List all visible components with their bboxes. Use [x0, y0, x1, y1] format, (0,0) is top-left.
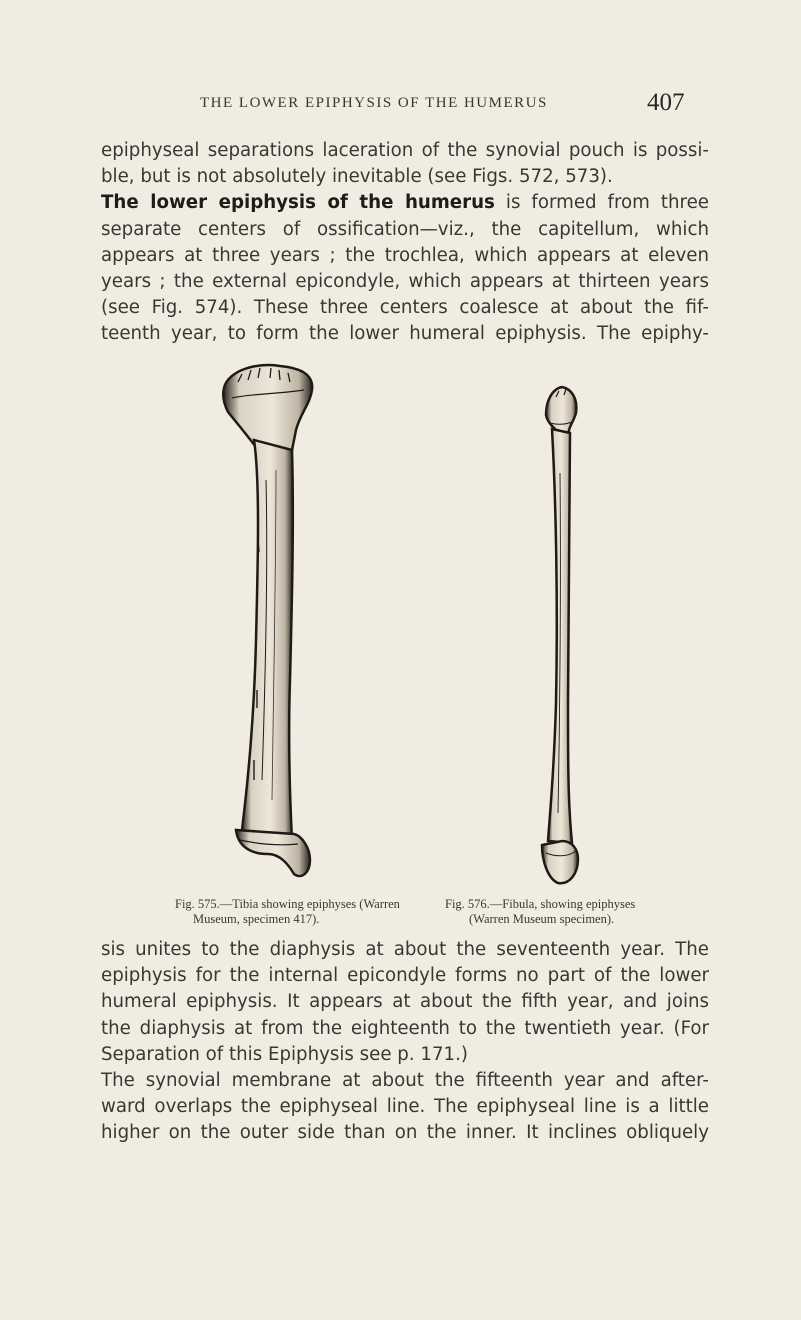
text-line: ble, but is not absolutely inevitable (see Figs. 572, 573). [101, 166, 613, 188]
caption-line: Fig. 575.—Tibia showing epiphyses (Warren [175, 897, 400, 911]
text-line: years ; the external epicondyle, which appears at thirteen years [101, 270, 709, 292]
running-title: THE LOWER EPIPHYSIS OF THE HUMERUS [200, 95, 548, 111]
fibula-illustration [528, 383, 594, 889]
page-number: 407 [647, 89, 685, 116]
text-line: humeral epiphysis. It appears at about the fifth year, and joins [101, 991, 709, 1013]
tibia-illustration [218, 360, 328, 892]
figure-575-caption [175, 897, 400, 927]
text-line: ward overlaps the epiphyseal line. The epiphyseal line is a little [101, 1096, 709, 1118]
figure-576-caption [445, 897, 635, 927]
text-line: (see Fig. 574). These three centers coalesce at about the fif- [101, 297, 709, 319]
section-lead-heading: The lower epiphysis of the humerus [101, 192, 495, 214]
text-line: The synovial membrane at about the fifteenth year and after- [101, 1069, 709, 1091]
text-fragment: is formed from three [494, 192, 709, 214]
caption-line: (Warren Museum specimen). [469, 912, 615, 926]
caption-line: Museum, specimen 417). [193, 912, 320, 926]
top-paragraph [101, 138, 709, 348]
text-line: the diaphysis at from the eighteenth to the twentieth year. (For [101, 1017, 709, 1039]
text-line: epiphyseal separations laceration of the synovial pouch is possi- [101, 140, 709, 161]
text-line: appears at three years ; the trochlea, which appears at eleven [101, 244, 709, 266]
text-line: separate centers of ossification—viz., the capitellum, which [101, 218, 709, 240]
text-line: Separation of this Epiphysis see p. 171.) [101, 1043, 468, 1065]
caption-line: Fig. 576.—Fibula, showing epiphyses [445, 897, 636, 911]
text-line: teenth year, to form the lower humeral epiphysis. The epiphy- [101, 323, 709, 345]
bottom-paragraph [101, 937, 709, 1147]
text-line [101, 190, 709, 216]
text-line: epiphysis for the internal epicondyle forms no part of the lower [101, 965, 709, 987]
text-line: sis unites to the diaphysis at about the seventeenth year. The [101, 939, 709, 960]
text-line: higher on the outer side than on the inner. It inclines obliquely [101, 1122, 709, 1144]
running-header [0, 89, 801, 120]
